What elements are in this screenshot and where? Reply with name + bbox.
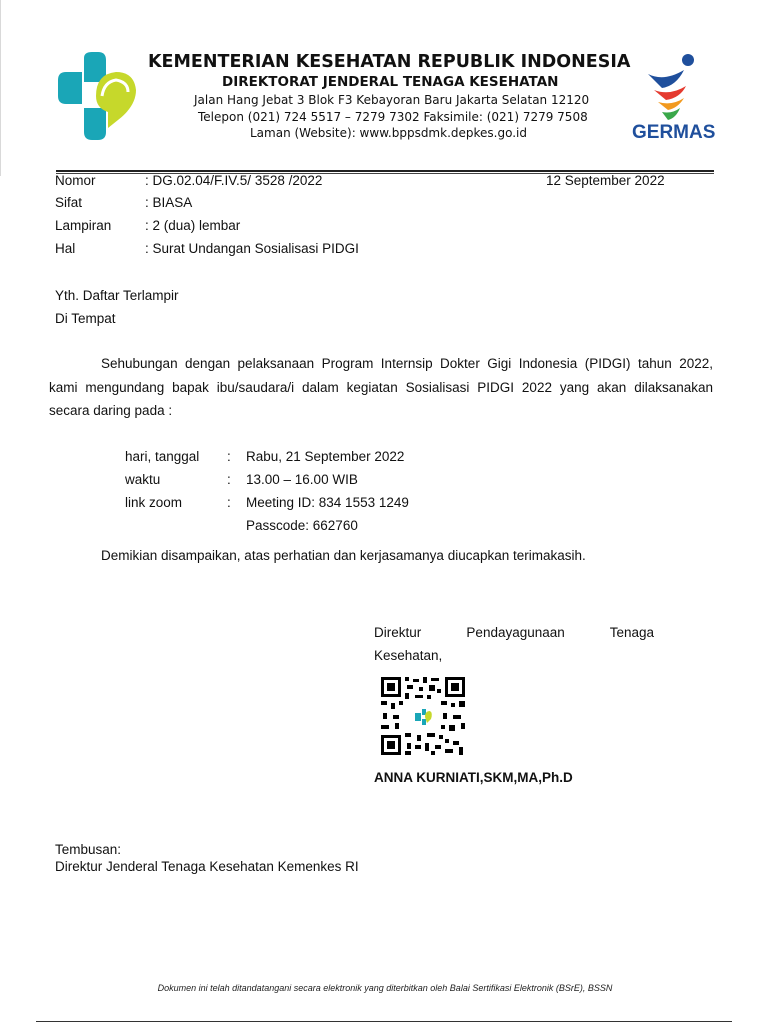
tembusan-label: Tembusan:: [55, 842, 122, 857]
germas-logo-icon: [640, 52, 702, 124]
detail-label-zoom: link zoom: [125, 495, 183, 510]
sifat-label: Sifat: [55, 195, 83, 210]
letter-date: 12 September 2022: [546, 173, 665, 188]
footer-divider: [36, 1021, 732, 1022]
zoom-passcode: Passcode: 662760: [246, 518, 358, 533]
sifat-value: : BIASA: [145, 195, 193, 210]
ministry-title: KEMENTERIAN KESEHATAN REPUBLIK INDONESIA: [148, 52, 631, 72]
nomor-label: Nomor: [55, 173, 96, 188]
e-signature-note: Dokumen ini telah ditandatangani secara elektronik yang diterbitkan oleh Balai Sertifikasi Elektronik (BSrE), BSSN: [157, 983, 613, 993]
signatory-title-line-2: Kesehatan,: [374, 648, 443, 663]
directorate-subtitle: DIREKTORAT JENDERAL TENAGA KESEHATAN: [222, 74, 559, 90]
body-paragraph-line-2: kami mengundang bapak ibu/saudara/i dalam kegiatan Sosialisasi PIDGI 2022 yang akan dilaksanakan: [49, 380, 713, 395]
detail-value-date: Rabu, 21 September 2022: [246, 449, 405, 464]
detail-value-zoom: Meeting ID: 834 1553 1249: [246, 495, 409, 510]
qr-code-icon: [379, 675, 467, 757]
header-divider: [56, 170, 714, 172]
detail-sep-time: :: [227, 472, 231, 487]
header-address: Jalan Hang Jebat 3 Blok F3 Kebayoran Baru Jakarta Selatan 12120: [194, 93, 590, 107]
kemenkes-logo-icon: [54, 52, 140, 142]
tembusan-item: Direktur Jenderal Tenaga Kesehatan Kemenkes RI: [55, 859, 359, 874]
recipient-line-2: Di Tempat: [55, 311, 116, 326]
signatory-name: ANNA KURNIATI,SKM,MA,Ph.D: [374, 770, 573, 785]
lampiran-value: : 2 (dua) lembar: [145, 218, 241, 233]
nomor-value: : DG.02.04/F.IV.5/ 3528 /2022: [145, 173, 323, 188]
detail-sep-date: :: [227, 449, 231, 464]
lampiran-label: Lampiran: [55, 218, 112, 233]
detail-label-date: hari, tanggal: [125, 449, 200, 464]
hal-label: Hal: [55, 241, 76, 256]
closing-sentence: Demikian disampaikan, atas perhatian dan kerjasamanya diucapkan terimakasih.: [101, 548, 586, 563]
detail-value-time: 13.00 – 16.00 WIB: [246, 472, 358, 487]
header-phone: Telepon (021) 724 5517 – 7279 7302 Faksimile: (021) 7279 7508: [198, 110, 588, 124]
header-website: Laman (Website): www.bppsdmk.depkes.go.id: [250, 126, 527, 140]
germas-label: GERMAS: [632, 122, 716, 143]
detail-sep-zoom: :: [227, 495, 231, 510]
hal-value: : Surat Undangan Sosialisasi PIDGI: [145, 241, 359, 256]
body-paragraph-line-3: secara daring pada :: [49, 403, 173, 418]
recipient-line-1: Yth. Daftar Terlampir: [55, 288, 179, 303]
signatory-title-line-1: Direktur Pendayagunaan Tenaga: [374, 625, 654, 640]
detail-label-time: waktu: [125, 472, 161, 487]
page-edge-line: [0, 0, 1, 176]
body-paragraph-line-1: Sehubungan dengan pelaksanaan Program Internsip Dokter Gigi Indonesia (PIDGI) tahun 2022,: [101, 356, 713, 371]
